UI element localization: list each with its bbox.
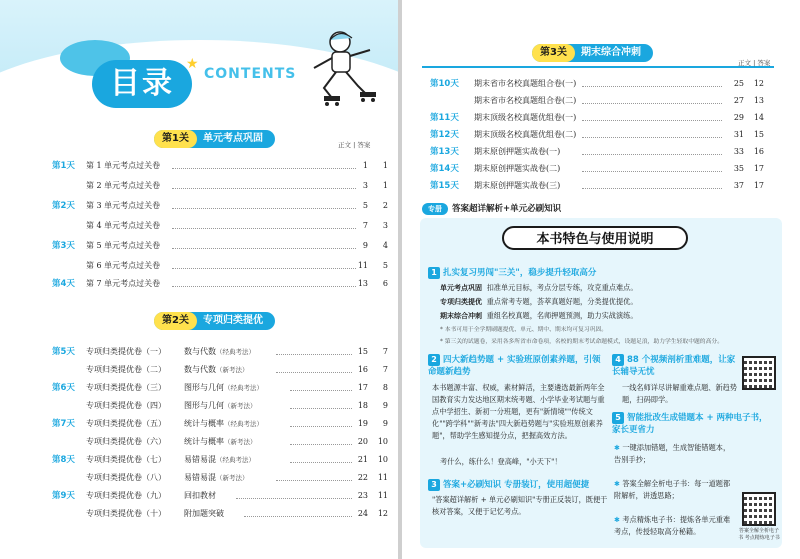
dot-leader: [290, 434, 352, 445]
row-answer-page: 17: [753, 181, 764, 190]
toc-row[interactable]: [402, 161, 800, 177]
toc-row[interactable]: [0, 452, 398, 468]
contents-label: CONTENTS: [204, 66, 297, 82]
feature3-title: 答案+必刷知识 专册装订，使用超便捷: [443, 480, 590, 490]
toc-row[interactable]: [402, 93, 800, 109]
row-page: 33: [733, 147, 744, 156]
row-topic: 数与代数（经典考法）: [184, 347, 255, 356]
row-answer-page: 3: [382, 221, 388, 230]
feature5-number: 5: [612, 412, 624, 424]
feature4-heading: [612, 354, 738, 378]
row-topic: 统计与概率（新考法）: [184, 437, 257, 446]
row-answer-page: 5: [382, 261, 388, 270]
dot-leader: [236, 488, 352, 499]
feature5-bullet: ✱ 一键添加错题，生成智能错题本，告别手抄；: [614, 443, 731, 464]
row-answer-page: 14: [753, 113, 764, 122]
row-stage: 第2天: [52, 201, 75, 211]
row-answer-page: 17: [753, 164, 764, 173]
row-page: 23: [357, 491, 368, 500]
row-page: 31: [733, 130, 744, 139]
row-title: 期末省市名校真题组合卷(一): [474, 79, 577, 88]
section1-banner: [154, 130, 275, 148]
dot-leader: [290, 398, 352, 409]
row-page: 20: [357, 437, 368, 446]
feature3-body: "答案超详解析 + 单元必刷知识"专册正反装订，既便于核对答案，又便于记忆考点。: [432, 495, 608, 516]
feature1-note: * 第三关的试题卷，采用各多所省市命卷项，名校的期末考试命题模式，设题足浪，助力学生轻取中题的高分。: [440, 339, 723, 345]
feature3-number: 3: [428, 479, 440, 491]
row-answer-page: 15: [753, 130, 764, 139]
dot-leader: [582, 76, 722, 87]
dot-leader: [244, 506, 352, 517]
toc-row[interactable]: [0, 178, 398, 194]
row-page: 19: [357, 419, 368, 428]
row-title: 期末顶级名校真题优组卷(二): [474, 130, 577, 139]
toc-row[interactable]: [0, 434, 398, 450]
dot-leader: [172, 238, 356, 249]
row-page: 35: [733, 164, 744, 173]
row-title: 第 3 单元考点过关卷: [86, 201, 161, 210]
toc-row[interactable]: [0, 470, 398, 486]
feature5-bullet: ✱ 考点精炼电子书：提炼各单元重难考点，传授轻取高分秘籍。: [614, 515, 731, 536]
row-answer-page: 9: [382, 419, 388, 428]
row-stage: 第11天: [430, 113, 459, 123]
row-title: 专项归类提优卷（一）: [86, 347, 166, 356]
row-title: 专项归类提优卷（五）: [86, 419, 166, 428]
row-answer-page: 1: [382, 181, 388, 190]
feature3-heading: [428, 478, 606, 491]
row-topic: 回扣教材: [184, 491, 216, 500]
feature1-note: * 本书可用于全学期刷题提优、单元、期中、期末均可复习巩固。: [440, 327, 608, 333]
toc-row[interactable]: [402, 110, 800, 126]
row-page: 16: [357, 365, 368, 374]
row-title: 期末原创押题实战卷(三): [474, 181, 561, 190]
page-title: 目录: [92, 60, 192, 108]
row-topic: 附加题突破: [184, 509, 224, 518]
row-stage: 第14天: [430, 164, 459, 174]
row-title: 第 5 单元考点过关卷: [86, 241, 161, 250]
row-answer-page: 4: [382, 241, 388, 250]
row-answer-page: 6: [382, 279, 388, 288]
feature2-tagline: 考什么，练什么！登高峰，"小天下"！: [440, 457, 562, 466]
feature1-number: 1: [428, 267, 440, 279]
feature4-title: 88 个视频剖析重难题，让家长辅导无忧: [612, 355, 736, 377]
row-page: 13: [357, 279, 368, 288]
row-answer-page: 10: [377, 455, 388, 464]
dot-leader: [276, 362, 352, 373]
dot-leader: [172, 158, 356, 169]
feature4-body: 一线名师详尽讲解重难点题、新趋势题，扫码即学。: [622, 383, 738, 404]
toc-row[interactable]: [0, 198, 398, 214]
row-title: 专项归类提优卷（二）: [86, 365, 166, 374]
toc-row[interactable]: [402, 144, 800, 160]
star-icon: ★: [186, 56, 199, 72]
row-page: 22: [357, 473, 368, 482]
row-stage: 第3天: [52, 241, 75, 251]
row-title: 期末原创押题实战卷(二): [474, 164, 561, 173]
feature5-heading: [612, 412, 772, 436]
row-page: 15: [357, 347, 368, 356]
row-answer-page: 8: [382, 383, 388, 392]
row-page: 37: [733, 181, 744, 190]
row-page: 24: [357, 509, 368, 518]
row-topic: 图形与几何（新考法）: [184, 401, 257, 410]
feature1-line: 专项归类提优 重点常考专题，荟萃真题好题，分类提优提优。: [440, 297, 638, 306]
dot-leader: [172, 258, 356, 269]
row-answer-page: 16: [753, 147, 764, 156]
row-answer-page: 7: [382, 347, 388, 356]
row-page: 18: [357, 401, 368, 410]
row-title: 专项归类提优卷（九）: [86, 491, 166, 500]
row-stage: 第8天: [52, 455, 75, 465]
row-page: 25: [733, 79, 744, 88]
toc-row[interactable]: [402, 178, 800, 194]
row-answer-page: 11: [377, 473, 388, 482]
toc-row[interactable]: [0, 276, 398, 292]
row-topic: 易错易混（经典考法）: [184, 455, 255, 464]
row-page: 21: [357, 455, 368, 464]
toc-row[interactable]: [0, 218, 398, 234]
row-stage: 第10天: [430, 79, 459, 89]
row-title: 专项归类提优卷（八）: [86, 473, 166, 482]
toc-row[interactable]: [0, 506, 398, 522]
right-page: [402, 0, 800, 559]
toc-row[interactable]: [0, 362, 398, 378]
row-answer-page: 12: [753, 79, 764, 88]
row-answer-page: 2: [382, 201, 388, 210]
row-stage: 第12天: [430, 130, 459, 140]
dot-leader: [172, 178, 356, 189]
special-booklet: [422, 196, 561, 215]
row-title: 专项归类提优卷（七）: [86, 455, 166, 464]
section3-divider: [422, 66, 774, 68]
feature5-bullet: ✱ 答案全解全析电子书：每一道题都附解析，讲透思路；: [614, 479, 731, 500]
toc-row[interactable]: [0, 380, 398, 396]
section3-banner: [532, 44, 653, 62]
toc-row[interactable]: [0, 416, 398, 432]
row-answer-page: 10: [377, 437, 388, 446]
dot-leader: [276, 344, 352, 355]
row-page: 5: [362, 201, 368, 210]
row-page: 9: [362, 241, 368, 250]
feature1-title: 扎实复习男闯"三关"，稳步提升轻取高分: [443, 268, 597, 278]
feature2-body: 本书题源丰富、权威，素材鲜活，主要遴选最新两年全国教育实力发达地区期末统考题、小学毕业考试题与重点中学招生、新初一分班题，更有"新情境""传统文化""跨学科""新考法"四大新趋势题与"实验班原创素养题"，帮助学生感知提分点，把握高效方法。: [432, 383, 605, 440]
feature1-line: 单元考点巩固 扣准单元目标，考点分层专练，攻克重点难点。: [440, 283, 638, 292]
section1-number: 第1关: [154, 130, 197, 148]
dot-leader: [172, 276, 356, 287]
section3-name: 期末综合冲刺: [580, 47, 641, 58]
section2-name: 专项归类提优: [202, 315, 263, 326]
row-page: 7: [362, 221, 368, 230]
section2-number: 第2关: [154, 312, 197, 330]
row-stage: 第5天: [52, 347, 75, 357]
row-title: 第 6 单元考点过关卷: [86, 261, 161, 270]
row-answer-page: 7: [382, 365, 388, 374]
row-title: 第 2 单元考点过关卷: [86, 181, 161, 190]
row-answer-page: 11: [377, 491, 388, 500]
row-title: 期末顶级名校真题优组卷(一): [474, 113, 577, 122]
row-topic: 统计与概率（经典考法）: [184, 419, 263, 428]
ebook-qr-code-icon[interactable]: [742, 492, 776, 526]
dot-leader: [290, 452, 352, 463]
toc-row[interactable]: [0, 488, 398, 504]
feature1-heading: [428, 266, 596, 279]
dot-leader: [172, 198, 356, 209]
left-page: [0, 0, 398, 559]
section2-banner: [154, 312, 275, 330]
dot-leader: [276, 470, 352, 481]
ebook-qr-label: 答案全解全析电子书 考点精炼电子书: [738, 528, 780, 541]
dot-leader: [582, 110, 722, 121]
row-title: 第 7 单元考点过关卷: [86, 279, 161, 288]
feature2-heading: [428, 354, 606, 378]
dot-leader: [582, 127, 722, 138]
feature4-number: 4: [612, 354, 624, 366]
row-stage: 第6天: [52, 383, 75, 393]
row-topic: 数与代数（新考法）: [184, 365, 249, 374]
toc-row[interactable]: [0, 398, 398, 414]
video-qr-code-icon[interactable]: [742, 356, 776, 390]
row-page: 17: [357, 383, 368, 392]
row-page: 29: [733, 113, 744, 122]
dot-leader: [172, 218, 356, 229]
row-title: 专项归类提优卷（六）: [86, 437, 166, 446]
skater-illustration-icon: [300, 28, 384, 110]
feature1-line: 期末综合冲刺 重组名校真题，名师押题预测，助力实战演练。: [440, 311, 638, 320]
feature2-title: 四大新趋势题 + 实验班原创素养题，引领命题新趋势: [428, 355, 601, 377]
row-stage: 第13天: [430, 147, 459, 157]
row-page: 1: [362, 161, 368, 170]
feature2-number: 2: [428, 354, 440, 366]
row-title: 专项归类提优卷（四）: [86, 401, 166, 410]
row-answer-page: 1: [382, 161, 388, 170]
row-title: 第 1 单元考点过关卷: [86, 161, 161, 170]
toc-row[interactable]: [402, 76, 800, 92]
row-stage: 第9天: [52, 491, 75, 501]
section1-column-label: 正文 | 答案: [338, 141, 371, 149]
special-text: 答案超详解析+单元必刷知识: [452, 204, 562, 214]
toc-row[interactable]: [0, 238, 398, 254]
feature-title: 本书特色与使用说明: [502, 226, 688, 250]
row-answer-page: 12: [377, 509, 388, 518]
row-topic: 易错易混（新考法）: [184, 473, 249, 482]
dot-leader: [290, 380, 352, 391]
dot-leader: [290, 416, 352, 427]
row-title: 第 4 单元考点过关卷: [86, 221, 161, 230]
dot-leader: [582, 161, 722, 172]
toc-row[interactable]: [0, 258, 398, 274]
row-stage: 第4天: [52, 279, 75, 289]
section3-column-label: 正文 | 答案: [738, 59, 771, 67]
dot-leader: [582, 93, 722, 104]
dot-leader: [582, 144, 722, 155]
row-title: 专项归类提优卷（十）: [86, 509, 166, 518]
toc-row[interactable]: [402, 127, 800, 143]
row-page: 3: [362, 181, 368, 190]
row-page: 27: [733, 96, 744, 105]
row-title: 期末原创押题实战卷(一): [474, 147, 561, 156]
row-answer-page: 9: [382, 401, 388, 410]
row-stage: 第1天: [52, 161, 75, 171]
special-tag: 专册: [422, 203, 448, 215]
row-stage: 第7天: [52, 419, 75, 429]
row-title: 专项归类提优卷（三）: [86, 383, 166, 392]
row-page: 11: [357, 261, 368, 270]
row-answer-page: 13: [753, 96, 764, 105]
toc-row[interactable]: [0, 344, 398, 360]
section1-name: 单元考点巩固: [202, 133, 263, 144]
feature5-title: 智能批改生成错题本 + 两种电子书，家长更省力: [612, 413, 768, 435]
row-title: 期末省市名校真题组合卷(二): [474, 96, 577, 105]
toc-row[interactable]: [0, 158, 398, 174]
section3-number: 第3关: [532, 44, 575, 62]
row-stage: 第15天: [430, 181, 459, 191]
row-topic: 图形与几何（经典考法）: [184, 383, 263, 392]
dot-leader: [582, 178, 722, 189]
